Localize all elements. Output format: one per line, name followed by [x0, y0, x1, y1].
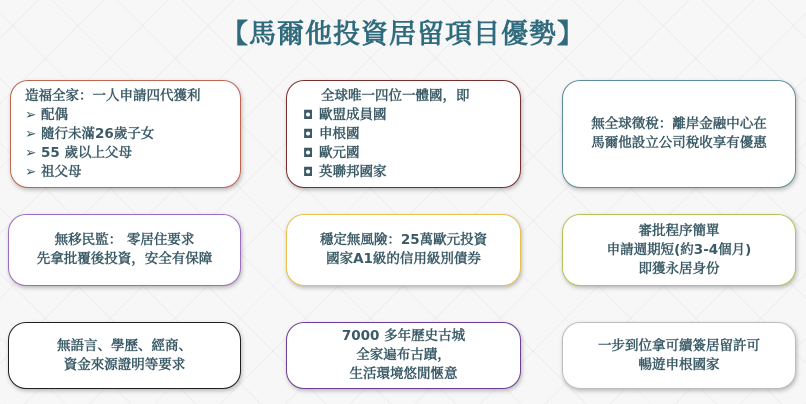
- card-line: 國家A1級的信用級別債券: [326, 251, 481, 267]
- card-line: 無語言、學歷、經商、: [57, 337, 192, 354]
- list-item: ➢ 隨行未滿26歲子女: [25, 125, 155, 142]
- card-no-residency: [8, 214, 241, 286]
- card-line: 7000 多年歷史古城: [341, 328, 466, 344]
- list-item: ◘ 申根國: [303, 125, 360, 142]
- card-family-benefit: [10, 80, 241, 188]
- card-line: 生活環境悠閒愜意: [349, 366, 458, 382]
- card-line: 即獲永居身份: [638, 260, 720, 277]
- card-line: 申請週期短(約3-4個月): [606, 241, 752, 258]
- arrow-bullet-icon: ➢: [25, 163, 37, 180]
- card-renewable-permit: [562, 322, 796, 389]
- arrow-bullet-icon: ➢: [25, 106, 37, 123]
- card-simple-approval: [562, 214, 796, 286]
- card-line: 先拿批覆後投資，安全有保障: [36, 251, 213, 267]
- card-line: 無移民監： 零居住要求: [54, 232, 195, 248]
- card-line: 馬爾他設立公司稅收享有優惠: [591, 135, 767, 151]
- card-heading: 造福全家：一人申請四代獲利: [25, 87, 201, 104]
- checkbox-bullet-icon: ◘: [303, 107, 314, 122]
- list-item: ◘ 歐盟成員國: [303, 106, 387, 123]
- card-line: 資金來源證明等要求: [63, 356, 186, 373]
- list-item: ➢ 55 歲以上父母: [25, 144, 132, 161]
- list-item: ◘ 歐元國: [303, 144, 360, 161]
- card-line: 穩定無風險：25萬歐元投資: [319, 232, 488, 248]
- card-heading: 全球唯一四位一體國，即: [321, 87, 470, 104]
- card-line: 審批程序簡單: [638, 222, 720, 239]
- card-four-in-one: [286, 80, 521, 188]
- arrow-bullet-icon: ➢: [25, 144, 37, 161]
- card-no-global-tax: [562, 80, 796, 188]
- card-line: 全家遍布古蹟，: [356, 347, 451, 363]
- arrow-bullet-icon: ➢: [25, 125, 37, 142]
- page-title: 【馬爾他投資居留項目優勢】: [221, 19, 585, 50]
- list-item: ◘ 英聯邦國家: [303, 163, 387, 180]
- checkbox-bullet-icon: ◘: [303, 126, 314, 141]
- card-historic-city: [286, 322, 521, 389]
- card-no-requirements: [8, 322, 241, 389]
- card-line: 一步到位拿可續簽居留許可: [598, 337, 760, 354]
- card-line: 暢遊申根國家: [638, 356, 720, 373]
- checkbox-bullet-icon: ◘: [303, 145, 314, 160]
- card-line: 無全球徵稅：離岸金融中心在: [591, 116, 767, 132]
- card-stable-investment: [286, 214, 521, 286]
- list-item: ➢ 配偶: [25, 106, 68, 123]
- checkbox-bullet-icon: ◘: [303, 164, 314, 179]
- list-item: ➢ 祖父母: [25, 163, 82, 180]
